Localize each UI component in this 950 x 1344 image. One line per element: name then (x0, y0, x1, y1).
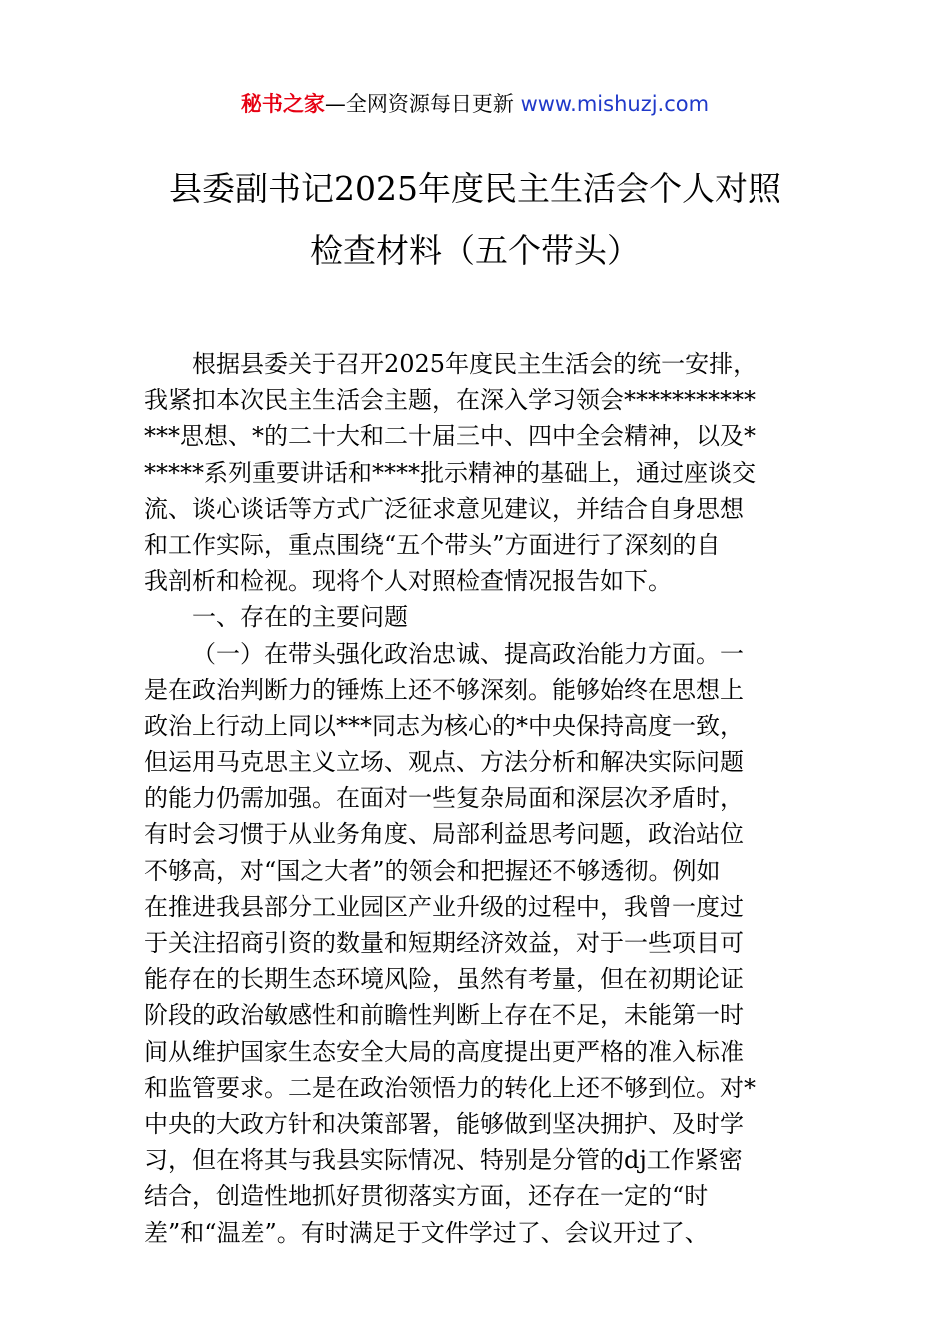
body-line: 结合，创造性地抓好贯彻落实方面，还存在一定的“时 (144, 1182, 709, 1211)
body-line: 不够高，对“国之大者”的领会和把握还不够透彻。例如 (144, 856, 721, 885)
body-line: 和监管要求。二是在政治领悟力的转化上还不够到位。对* (144, 1073, 756, 1102)
site-brand: 秘书之家 (240, 92, 325, 116)
body-line: 我剖析和检视。现将个人对照检查情况报告如下。 (144, 567, 672, 596)
site-header (0, 88, 950, 120)
body-line: 于关注招商引资的数量和短期经济效益，对于一些项目可 (144, 929, 744, 957)
body-line: 的能力仍需加强。在面对一些复杂局面和深层次矛盾时， (144, 784, 744, 813)
body-line: 中央的大政方针和决策部署，能够做到坚决拥护、及时学 (144, 1109, 744, 1138)
document-title (110, 158, 840, 282)
body-line: 间从维护国家生态安全大局的高度提出更严格的准入标准 (144, 1037, 744, 1066)
site-url-link[interactable]: www.mishuzj.com (520, 92, 710, 116)
title-line-1: 县委副书记2025年度民主生活会个人对照 (169, 169, 781, 208)
body-line: 和工作实际，重点围绕“五个带头”方面进行了深刻的自 (144, 530, 721, 559)
title-line-2: 检查材料（五个带头） (310, 231, 640, 270)
body-line: 习，但在将其与我县实际情况、特别是分管的dj工作紧密 (144, 1146, 743, 1175)
site-tagline: —全网资源每日更新 (324, 92, 521, 116)
body-line: 在推进我县部分工业园区产业升级的过程中，我曾一度过 (144, 892, 744, 921)
body-line: 政治上行动上同以***同志为核心的*中央保持高度一致， (144, 711, 744, 740)
body-line: *****系列重要讲话和****批示精神的基础上，通过座谈交 (144, 458, 756, 487)
body-line: 根据县委关于召开2025年度民主生活会的统一安排， (192, 350, 758, 378)
body-line: 能存在的长期生态环境风险，虽然有考量，但在初期论证 (144, 965, 744, 994)
body-line: 差”和“温差”。有时满足于文件学过了、会议开过了、 (144, 1218, 709, 1247)
body-line: 流、谈心谈话等方式广泛征求意见建议，并结合自身思想 (144, 494, 744, 523)
body-line: 阶段的政治敏感性和前瞻性判断上存在不足，未能第一时 (144, 1001, 744, 1030)
section-heading: 一、存在的主要问题 (192, 603, 408, 632)
body-line: 但运用马克思主义立场、观点、方法分析和解决实际问题 (144, 748, 744, 777)
body-line: 我紧扣本次民主生活会主题，在深入学习领会*********** (144, 386, 756, 415)
document-body (144, 346, 808, 1251)
body-line: 有时会习惯于从业务角度、局部利益思考问题，政治站位 (144, 820, 744, 849)
body-line: （一）在带头强化政治忠诚、提高政治能力方面。一 (192, 639, 744, 668)
body-line: 是在政治判断力的锤炼上还不够深刻。能够始终在思想上 (144, 675, 744, 704)
body-line: ***思想、*的二十大和二十届三中、四中全会精神，以及* (144, 422, 756, 451)
